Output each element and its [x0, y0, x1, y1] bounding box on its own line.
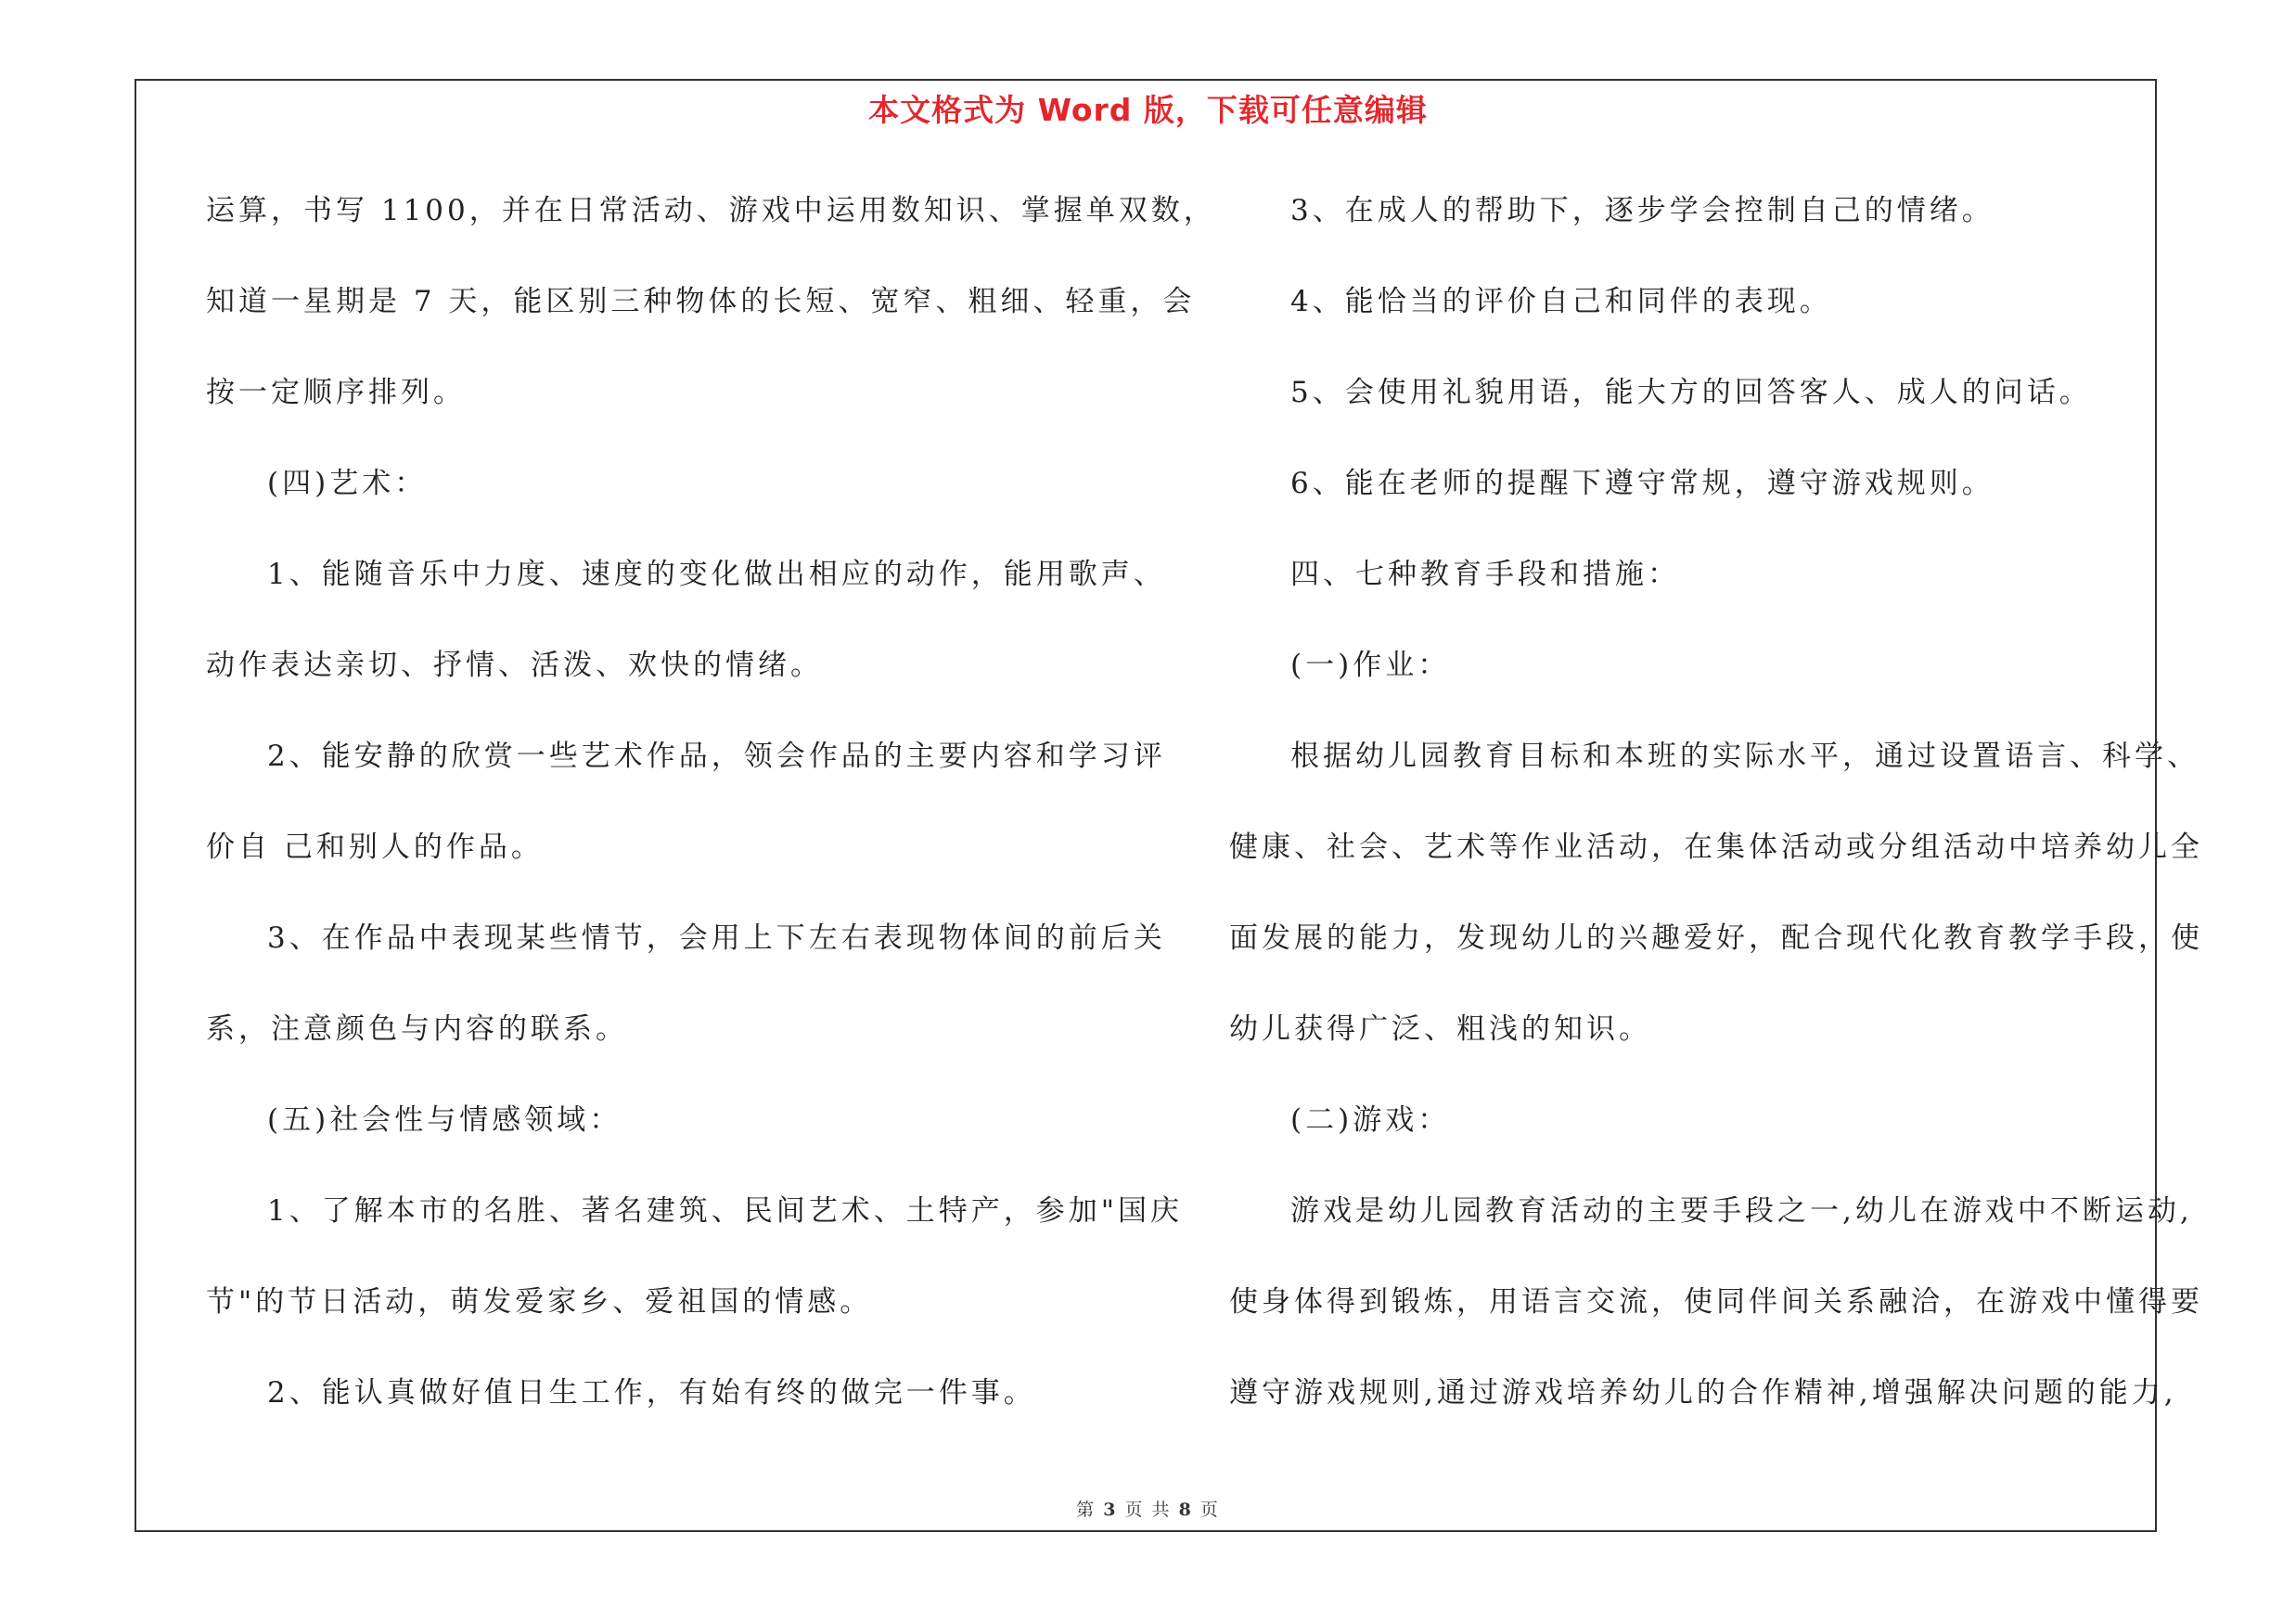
text-line: 游戏是幼儿园教育活动的主要手段之一,幼儿在游戏中不断运动,	[1290, 1194, 2193, 1228]
text-line: 幼儿获得广泛、粗浅的知识。	[1229, 1012, 1651, 1046]
text-line: 4、能恰当的评价自己和同伴的表现。	[1290, 285, 1832, 318]
footer-middle: 页 共	[1124, 1500, 1172, 1520]
text-line: 按一定顺序排列。	[206, 376, 466, 409]
text-line: 健康、社会、艺术等作业活动，在集体活动或分组活动中培养幼儿全	[1229, 831, 2203, 864]
text-line: (二)游戏：	[1290, 1103, 1451, 1137]
footer-current-page: 3	[1103, 1500, 1118, 1520]
page-banner: 本文格式为 Word 版，下载可任意编辑	[868, 92, 1428, 128]
text-line: 2、能认真做好值日生工作，有始有终的做完一件事。	[267, 1376, 1036, 1410]
text-line: 2、能安静的欣赏一些艺术作品，领会作品的主要内容和学习评	[267, 740, 1166, 773]
text-line: 四、七种教育手段和措施：	[1290, 558, 1680, 591]
text-line: (五)社会性与情感领域：	[267, 1103, 622, 1137]
page-footer	[0, 1496, 2296, 1521]
text-line: 动作表达亲切、抒情、活泼、欢快的情绪。	[206, 649, 823, 682]
text-line: 根据幼儿园教育目标和本班的实际水平，通过设置语言、科学、	[1290, 740, 2200, 773]
text-line: 遵守游戏规则,通过游戏培养幼儿的合作精神,增强解决问题的能力,	[1229, 1376, 2177, 1410]
text-line: 6、能在老师的提醒下遵守常规，遵守游戏规则。	[1290, 467, 1995, 500]
text-line: 面发展的能力，发现幼儿的兴趣爱好，配合现代化教育教学手段，使	[1229, 921, 2203, 955]
left-column	[206, 187, 1216, 1460]
text-line: 5、会使用礼貌用语，能大方的回答客人、成人的问话。	[1290, 376, 2092, 409]
right-column	[1229, 187, 2203, 1460]
footer-total-pages: 8	[1178, 1500, 1193, 1520]
footer-prefix: 第	[1076, 1500, 1097, 1520]
footer-suffix: 页	[1199, 1500, 1220, 1520]
text-line: 使身体得到锻炼，用语言交流，使同伴间关系融洽，在游戏中懂得要	[1229, 1285, 2203, 1319]
text-line: 知道一星期是 7 天，能区别三种物体的长短、宽窄、粗细、轻重，会	[206, 285, 1196, 318]
text-line: 价自 己和别人的作品。	[206, 831, 544, 864]
text-line: 节"的节日活动，萌发爱家乡、爱祖国的情感。	[206, 1285, 873, 1319]
text-line: 运算，书写 1100，并在日常活动、游戏中运用数知识、掌握单双数，	[206, 194, 1216, 227]
text-line: 系，注意颜色与内容的联系。	[206, 1012, 628, 1046]
text-line: 3、在成人的帮助下，逐步学会控制自己的情绪。	[1290, 194, 1995, 227]
text-line: (四)艺术：	[267, 467, 428, 500]
text-line: 3、在作品中表现某些情节，会用上下左右表现物体间的前后关	[267, 921, 1166, 955]
text-line: 1、能随音乐中力度、速度的变化做出相应的动作，能用歌声、	[267, 558, 1166, 591]
text-line: (一)作业：	[1290, 649, 1451, 682]
text-line: 1、了解本市的名胜、著名建筑、民间艺术、土特产，参加"国庆	[267, 1194, 1183, 1228]
